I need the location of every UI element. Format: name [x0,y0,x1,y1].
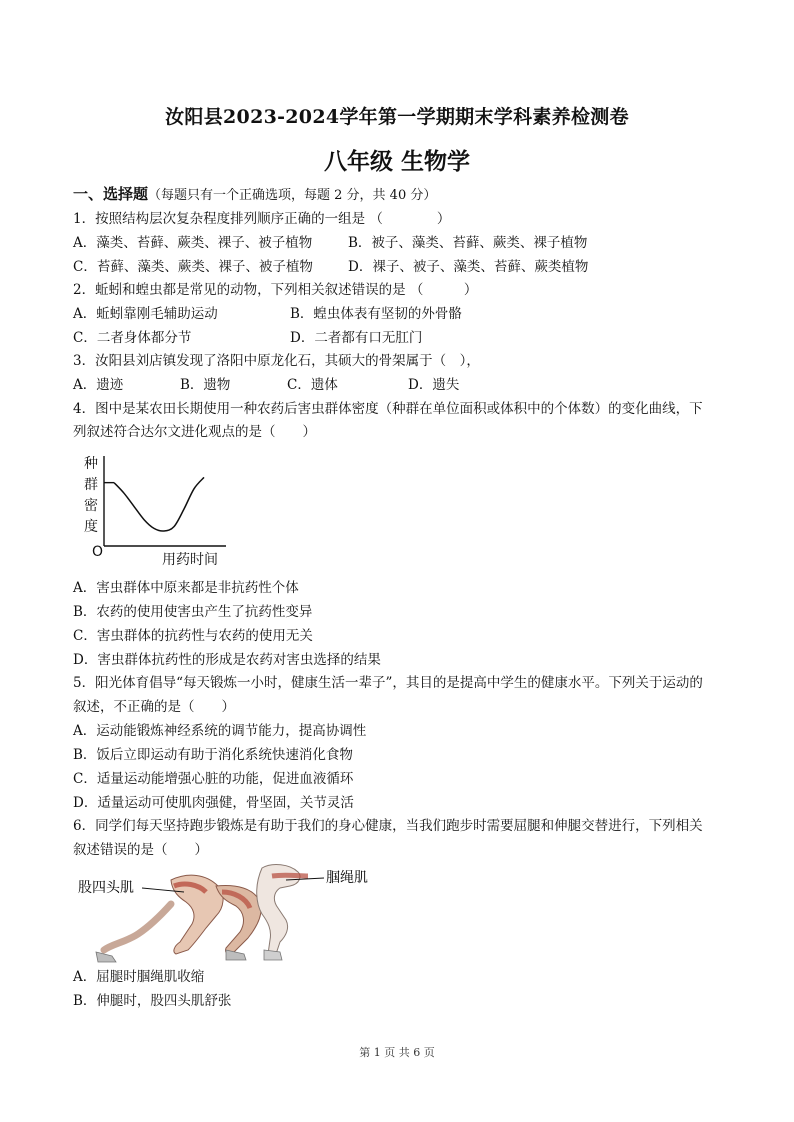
q5-stem-line2: 叙述，不正确的是（ ） [73,699,235,715]
label-quadriceps: 股四头肌 [78,880,134,896]
q3-option-c: C．遗体 [287,377,338,393]
q1-option-d: D．裸子、被子、藻类、苔藓、蕨类植物 [348,259,589,275]
population-density-chart [76,448,236,573]
q2-option-a: A．蚯蚓靠刚毛辅助运动 [73,306,218,322]
q6-stem-line1: 6．同学们每天坚持跑步锻炼是有助于我们的身心健康，当我们跑步时需要屈腿和伸腿交替进行，下列相关 [73,818,703,834]
q1-option-c: C．苔藓、藻类、蕨类、裸子、被子植物 [73,259,313,275]
q5-option-c: C．适量运动能增强心脏的功能，促进血液循环 [73,771,354,787]
q4-stem-line1: 4．图中是某农田长期使用一种农药后害虫群体密度（种群在单位面积或体积中的个体数）的变化曲线，下 [73,401,703,417]
chart-x-label: 用药时间 [162,552,218,568]
q1-stem: 1．按照结构层次复杂程度排列顺序正确的一组是 （ ） [73,211,451,227]
q2-stem: 2．蚯蚓和蝗虫都是常见的动物，下列相关叙述错误的是 （ ） [73,282,478,298]
exam-subtitle: 八年级 生物学 [323,148,470,175]
q6-option-a: A．屈腿时腘绳肌收缩 [73,969,205,985]
page-footer: 第 1 页 共 6 页 [359,1046,435,1059]
q1-option-a: A．藻类、苔藓、蕨类、裸子、被子植物 [73,235,313,251]
q6-option-b: B．伸腿时，股四头肌舒张 [73,993,232,1009]
q4-option-c: C．害虫群体的抗药性与农药的使用无关 [73,628,313,644]
label-hamstring: 腘绳肌 [326,870,368,886]
density-curve [114,477,204,531]
chart-y-label [84,456,98,535]
chart-y-label-char: 密 [84,498,98,514]
chart-y-label-char: 种 [84,456,98,472]
q5-option-b: B．饭后立即运动有助于消化系统快速消化食物 [73,747,353,763]
chart-y-label-char: 度 [84,519,98,535]
q2-option-c: C．二者身体都分节 [73,330,192,346]
q3-stem: 3．汝阳县刘店镇发现了洛阳中原龙化石，其硕大的骨架属于（ ）， [73,353,480,369]
exam-title: 汝阳县2023-2024学年第一学期期末学科素养检测卷 [165,106,629,128]
section-note: （每题只有一个正确选项，每题 2 分，共 40 分） [148,188,437,203]
section-heading: 一、选择题 [73,185,149,203]
q4-stem-line2: 列叙述符合达尔文进化观点的是（ ） [73,424,316,440]
q3-option-a: A．遗迹 [73,377,124,393]
section-heading-line [73,183,436,204]
running-legs-figure [76,858,396,964]
q4-option-b: B．农药的使用使害虫产生了抗药性变异 [73,604,313,620]
q4-option-a: A．害虫群体中原来都是非抗药性个体 [73,580,299,596]
q3-option-d: D．遗失 [408,377,460,393]
chart-origin-label: O [92,544,104,560]
q5-option-d: D．适量运动可使肌肉强健，骨坚固，关节灵活 [73,795,354,811]
q2-option-b: B．蝗虫体表有坚韧的外骨骼 [290,306,462,322]
chart-y-label-char: 群 [84,477,98,493]
q2-option-d: D．二者都有口无肛门 [290,330,423,346]
q1-option-b: B．被子、藻类、苔藓、蕨类、裸子植物 [348,235,588,251]
q5-stem-line1: 5．阳光体育倡导“每天锻炼一小时，健康生活一辈子”，其目的是提高中学生的健康水平。下列关于运动的 [73,675,703,691]
q3-option-b: B．遗物 [180,377,231,393]
q5-option-a: A．运动能锻炼神经系统的调节能力，提高协调性 [73,723,367,739]
q4-option-d: D．害虫群体抗药性的形成是农药对害虫选择的结果 [73,652,381,668]
q6-stem-line2: 叙述错误的是（ ） [73,842,208,858]
